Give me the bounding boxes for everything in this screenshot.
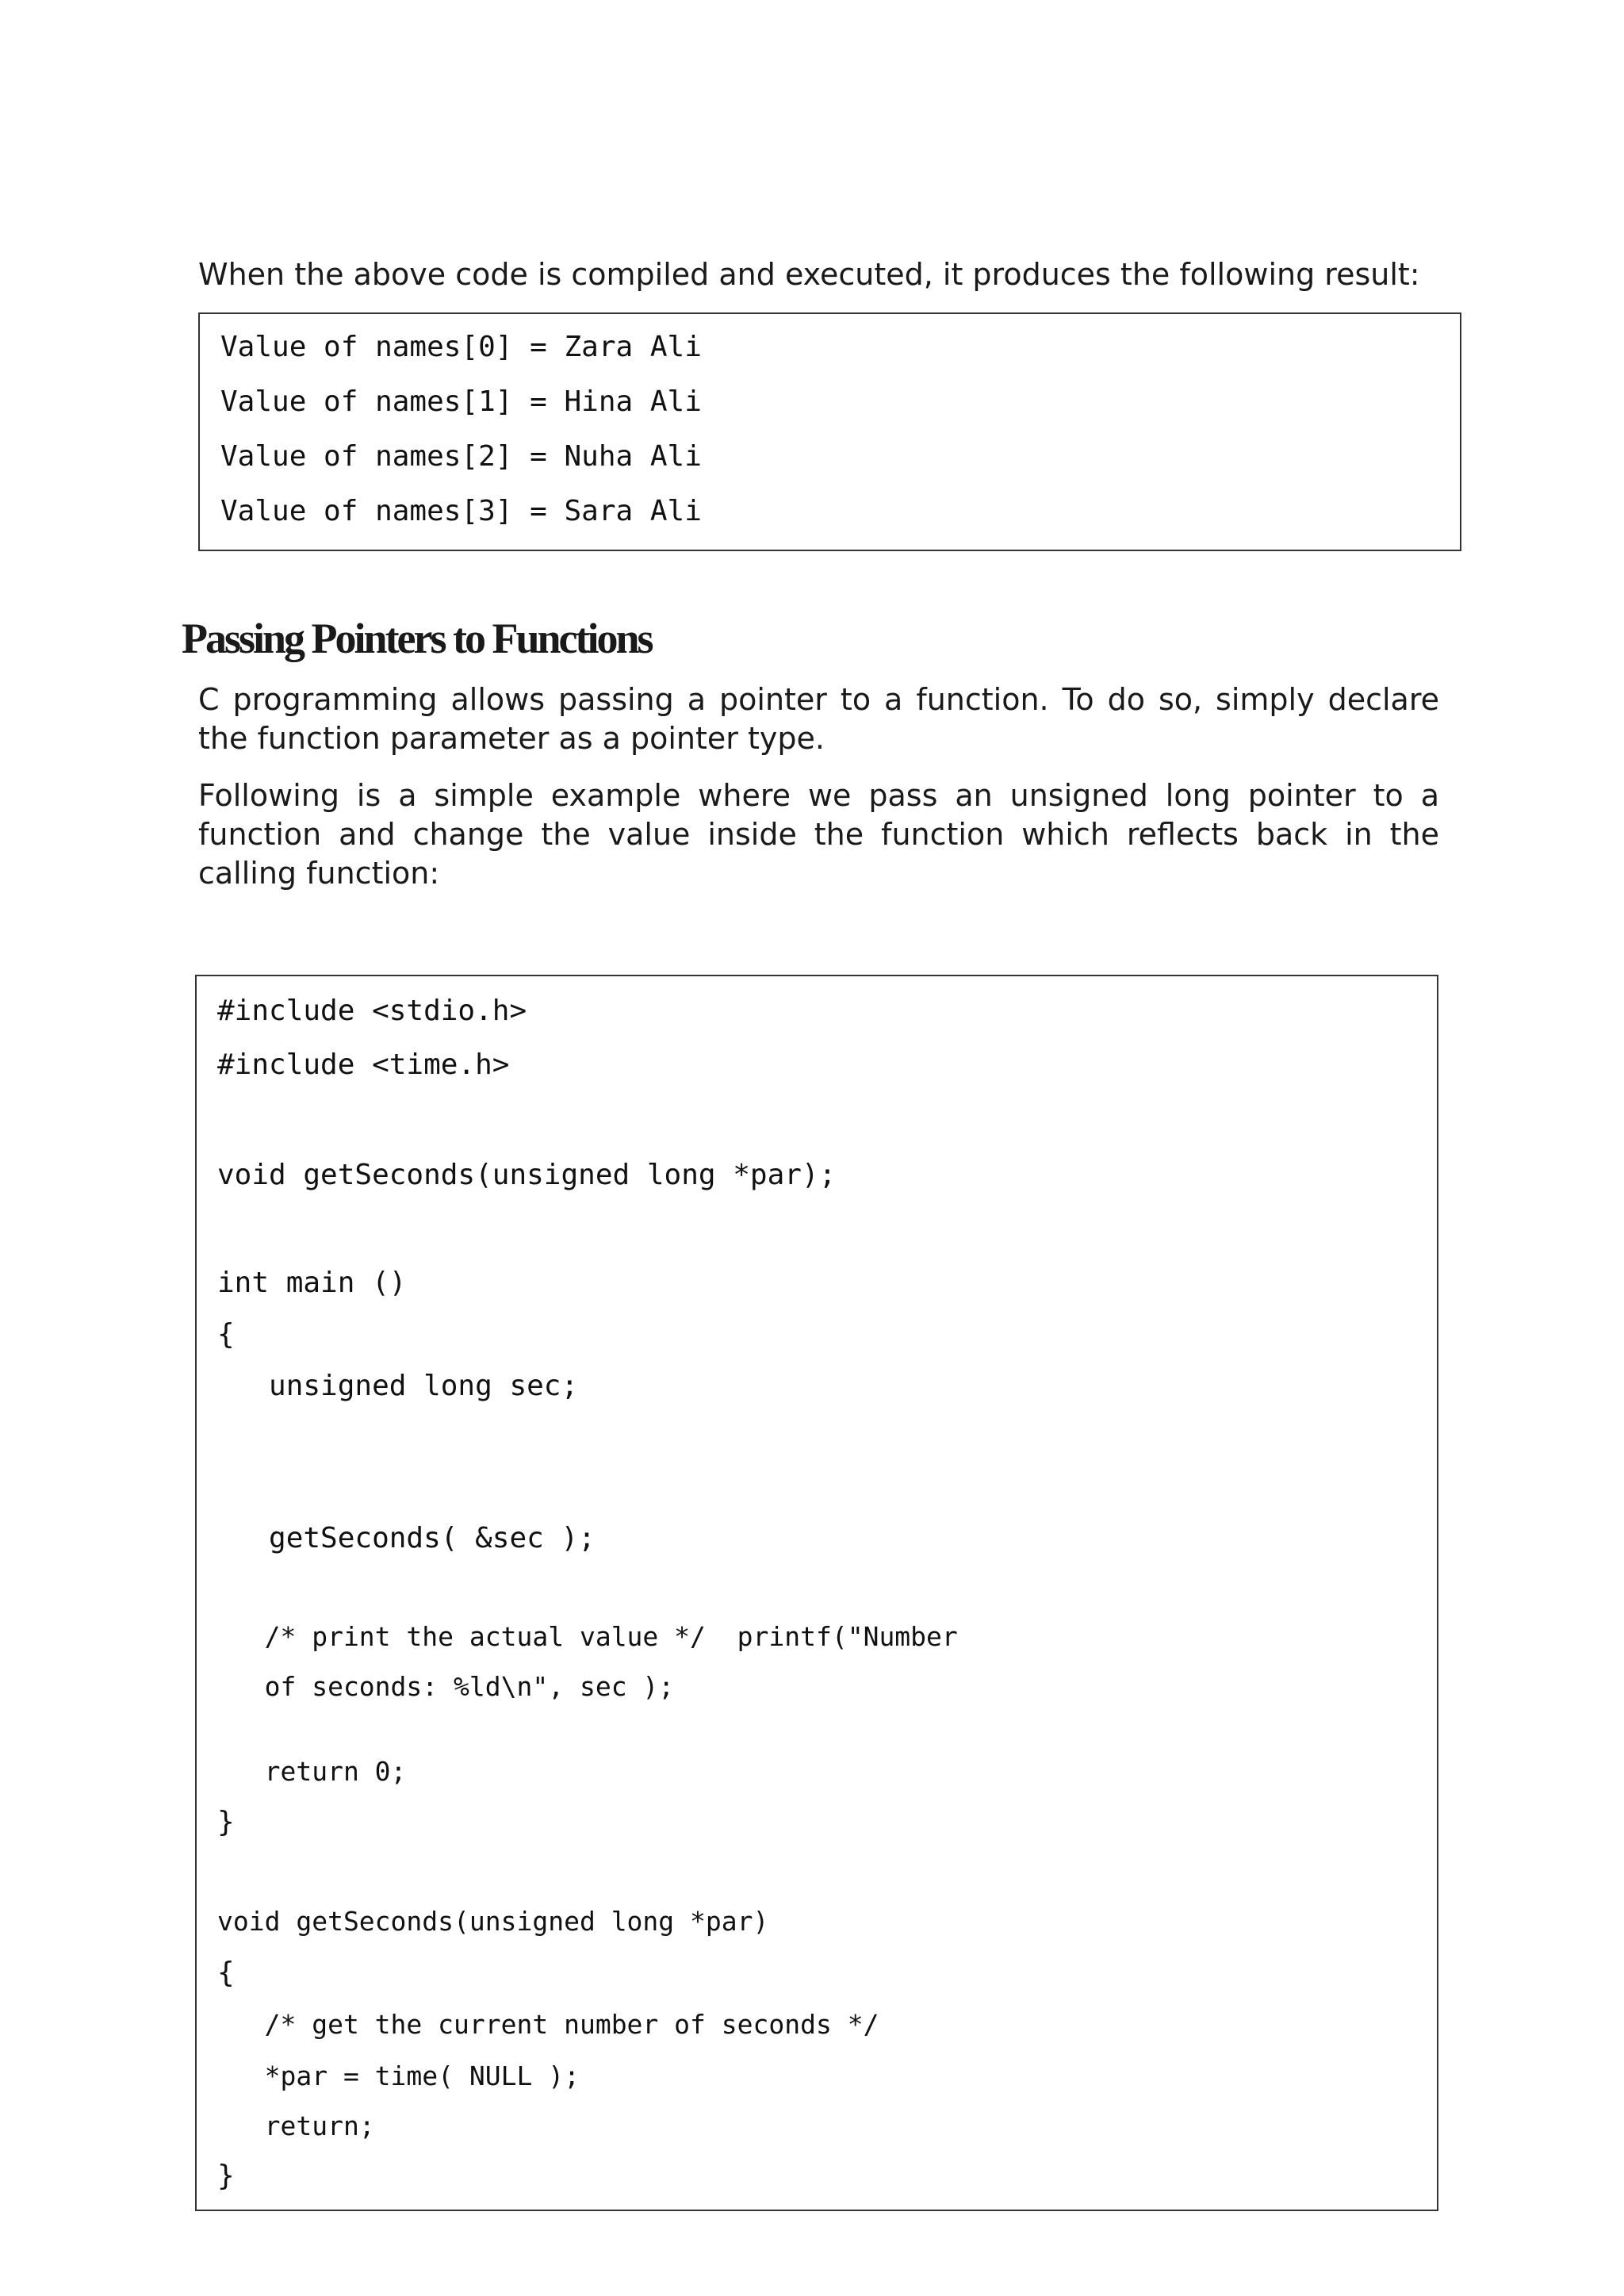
code-line: void getSeconds(unsigned long *par) [217,1906,769,1937]
code-line: { [217,1318,235,1351]
output-line: Value of names[0] = Zara Ali [220,331,702,363]
code-line: { [217,1957,235,1989]
paragraph-intro: C programming allows passing a pointer to a function. To do so, simply declare the function parameter as a pointer type. [198,682,1439,756]
code-line: return 0; [217,1756,407,1787]
intro-text: When the above code is compiled and executed, it produces the following result: [198,257,1420,292]
section-heading: Passing Pointers to Functions [182,615,652,662]
code-line: int main () [217,1267,407,1299]
code-line: getSeconds( &sec ); [217,1522,596,1554]
paragraph-example: Following is a simple example where we pass an unsigned long pointer to a function and change the value inside the function which reflects back in the calling function: [198,778,1439,891]
code-line: /* print the actual value */ printf("Number [217,1621,958,1652]
code-line: #include <time.h> [217,1048,510,1081]
code-line: /* get the current number of seconds */ [217,2009,879,2040]
code-line: #include <stdio.h> [217,995,527,1027]
code-line: unsigned long sec; [217,1370,579,1402]
output-block [198,312,1461,551]
code-line: void getSeconds(unsigned long *par); [217,1159,837,1191]
code-line: return; [217,2110,375,2141]
code-line: } [217,1806,235,1838]
code-line: *par = time( NULL ); [217,2060,580,2091]
code-line: of seconds: %ld\n", sec ); [217,1671,675,1702]
output-line: Value of names[2] = Nuha Ali [220,440,702,473]
output-line: Value of names[1] = Hina Ali [220,385,702,418]
code-block [195,975,1438,2211]
output-line: Value of names[3] = Sara Ali [220,495,702,527]
code-line: } [217,2160,235,2192]
